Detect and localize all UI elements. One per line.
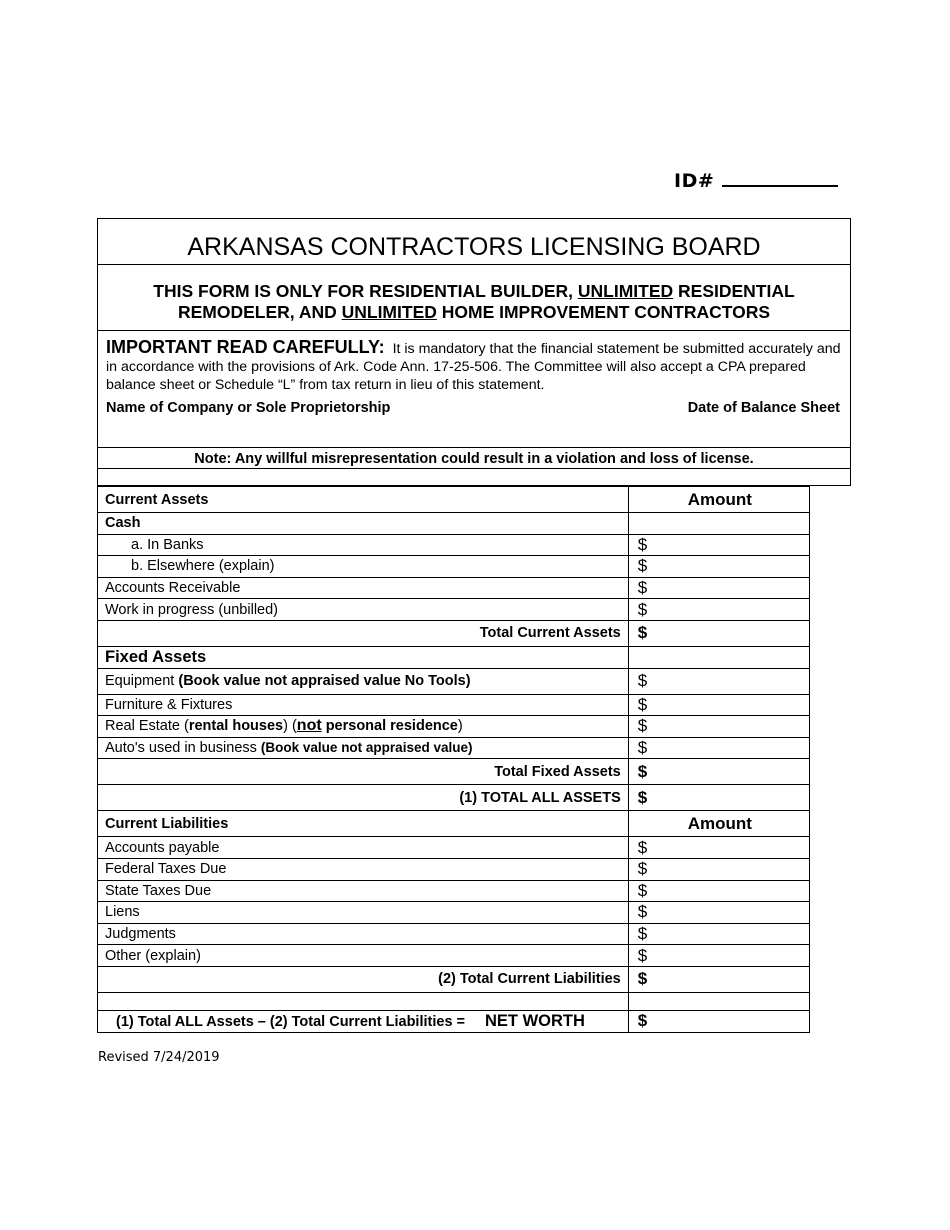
federal-taxes-label: Federal Taxes Due [98, 858, 629, 880]
table-row [98, 837, 810, 859]
elsewhere-amount-field[interactable] [628, 556, 809, 578]
fixed-assets-header: Fixed Assets [98, 646, 629, 668]
table-row [98, 785, 810, 811]
divider [98, 447, 850, 448]
state-taxes-label: State Taxes Due [98, 880, 629, 902]
dollar-sign: $ [637, 671, 648, 691]
dollar-sign: $ [637, 924, 648, 944]
cash-label: Cash [98, 513, 629, 535]
work-in-progress-label: Work in progress (unbilled) [98, 599, 629, 621]
accounts-payable-amount-field[interactable] [628, 837, 809, 859]
dollar-sign: $ [637, 694, 648, 714]
revised-date: Revised 7/24/2019 [98, 1050, 220, 1065]
other-liabilities-amount-field[interactable] [628, 945, 809, 967]
accounts-receivable-amount-field[interactable] [628, 577, 809, 599]
dollar-sign: $ [637, 599, 648, 619]
table-row [98, 923, 810, 945]
dollar-sign: $ [637, 902, 648, 922]
table-row [98, 811, 810, 837]
real-estate-not: not [296, 717, 322, 735]
net-worth-field[interactable] [628, 1010, 809, 1032]
table-row [98, 620, 810, 646]
state-taxes-amount-field[interactable] [628, 880, 809, 902]
accounts-receivable-label: Accounts Receivable [98, 577, 629, 599]
dollar-sign: $ [637, 534, 648, 554]
subtitle-underlined: UNLIMITED [577, 281, 674, 301]
federal-taxes-amount-field[interactable] [628, 858, 809, 880]
equipment-note: (Book value not appraised value No Tools) [178, 673, 471, 690]
autos-label [98, 737, 629, 759]
furniture-label: Furniture & Fixtures [98, 694, 629, 716]
real-estate-text: ) [457, 718, 463, 735]
elsewhere-label: b. Elsewhere (explain) [98, 556, 629, 578]
important-heading: IMPORTANT READ CAREFULLY: [106, 337, 385, 357]
furniture-amount-field[interactable] [628, 694, 809, 716]
dollar-sign: $ [637, 1011, 648, 1031]
page-title: ARKANSAS CONTRACTORS LICENSING BOARD [187, 233, 761, 261]
dollar-sign: $ [637, 556, 648, 576]
balance-sheet-table [97, 486, 810, 1033]
real-estate-bold: rental houses [188, 718, 284, 735]
table-row [98, 945, 810, 967]
table-row [98, 694, 810, 716]
subtitle-text: RESIDENTIAL [673, 281, 795, 301]
table-row [98, 599, 810, 621]
equipment-text: Equipment [105, 673, 179, 690]
table-row [98, 646, 810, 668]
dollar-sign: $ [637, 623, 648, 643]
id-label: ID# [674, 170, 715, 192]
real-estate-bold: personal residence [321, 718, 458, 735]
id-field [674, 170, 838, 192]
table-row [98, 880, 810, 902]
total-current-assets-label: Total Current Assets [98, 620, 629, 646]
current-assets-header: Current Assets [98, 487, 629, 513]
dollar-sign: $ [637, 761, 648, 781]
table-row [98, 513, 810, 535]
balance-date-label: Date of Balance Sheet [687, 400, 840, 416]
dollar-sign: $ [637, 578, 648, 598]
net-worth-label [98, 1010, 629, 1032]
liens-label: Liens [98, 902, 629, 924]
table-row [98, 737, 810, 759]
fixed-assets-amount-field [628, 646, 809, 668]
total-all-assets-label: (1) TOTAL ALL ASSETS [98, 785, 629, 811]
autos-note: (Book value not appraised value) [260, 740, 473, 756]
company-date-row [106, 400, 840, 416]
equipment-amount-field[interactable] [628, 668, 809, 694]
autos-amount-field[interactable] [628, 737, 809, 759]
form-header-box [97, 218, 851, 486]
dollar-sign: $ [637, 969, 648, 989]
real-estate-amount-field[interactable] [628, 716, 809, 738]
in-banks-label: a. In Banks [98, 534, 629, 556]
net-worth-formula: (1) Total ALL Assets – (2) Total Current Liabilities = [116, 1013, 465, 1030]
divider [98, 330, 850, 331]
real-estate-text: Real Estate ( [105, 718, 189, 735]
important-notice [106, 338, 842, 394]
table-row [98, 902, 810, 924]
total-liabilities-field[interactable] [628, 966, 809, 992]
dollar-sign: $ [637, 837, 648, 857]
current-liabilities-header: Current Liabilities [98, 811, 629, 837]
dollar-sign: $ [637, 787, 648, 807]
table-row [98, 858, 810, 880]
in-banks-amount-field[interactable] [628, 534, 809, 556]
subtitle-text: THIS FORM IS ONLY FOR RESIDENTIAL BUILDER, [153, 281, 578, 301]
divider [98, 468, 850, 469]
real-estate-text: ) ( [283, 718, 297, 735]
total-fixed-assets-label: Total Fixed Assets [98, 759, 629, 785]
subtitle-text: HOME IMPROVEMENT CONTRACTORS [436, 302, 771, 322]
table-row [98, 759, 810, 785]
dollar-sign: $ [637, 738, 648, 758]
work-in-progress-amount-field[interactable] [628, 599, 809, 621]
cash-amount-field[interactable] [628, 513, 809, 535]
id-input-line[interactable] [722, 171, 838, 187]
accounts-payable-label: Accounts payable [98, 837, 629, 859]
dollar-sign: $ [637, 716, 648, 736]
table-row [98, 1010, 810, 1032]
liens-amount-field[interactable] [628, 902, 809, 924]
total-fixed-assets-field[interactable] [628, 759, 809, 785]
judgments-amount-field[interactable] [628, 923, 809, 945]
dollar-sign: $ [637, 859, 648, 879]
table-row [98, 556, 810, 578]
table-row [98, 716, 810, 738]
real-estate-label [98, 716, 629, 738]
divider [98, 264, 850, 265]
autos-text: Auto's used in business [105, 740, 261, 757]
subtitle-underlined: UNLIMITED [341, 302, 437, 322]
table-row [98, 487, 810, 513]
table-row [98, 992, 810, 1010]
table-row [98, 668, 810, 694]
important-text: It is mandatory that the financial statement be submitted accurately and in accordance with the provisions of Ark. Code Ann. 17-25-506. The Committee will also accept a CPA prepared balance sheet or Schedule “L” from tax return in lieu of this statement. [106, 341, 841, 393]
table-row [98, 534, 810, 556]
spacer-cell [628, 992, 809, 1010]
amount-header: Amount [628, 487, 809, 513]
table-row [98, 577, 810, 599]
form-subtitle [98, 281, 850, 323]
table-row [98, 966, 810, 992]
amount-header: Amount [628, 811, 809, 837]
total-all-assets-field[interactable] [628, 785, 809, 811]
spacer-cell [98, 992, 629, 1010]
net-worth-title: NET WORTH [485, 1011, 585, 1030]
total-liabilities-label: (2) Total Current Liabilities [98, 966, 629, 992]
dollar-sign: $ [637, 945, 648, 965]
equipment-label [98, 668, 629, 694]
company-name-label: Name of Company or Sole Proprietorship [106, 400, 391, 416]
dollar-sign: $ [637, 880, 648, 900]
other-liabilities-label: Other (explain) [98, 945, 629, 967]
misrepresentation-note: Note: Any willful misrepresentation could result in a violation and loss of license. [194, 451, 754, 467]
subtitle-text: REMODELER, AND [177, 302, 342, 322]
total-current-assets-field[interactable] [628, 620, 809, 646]
judgments-label: Judgments [98, 923, 629, 945]
